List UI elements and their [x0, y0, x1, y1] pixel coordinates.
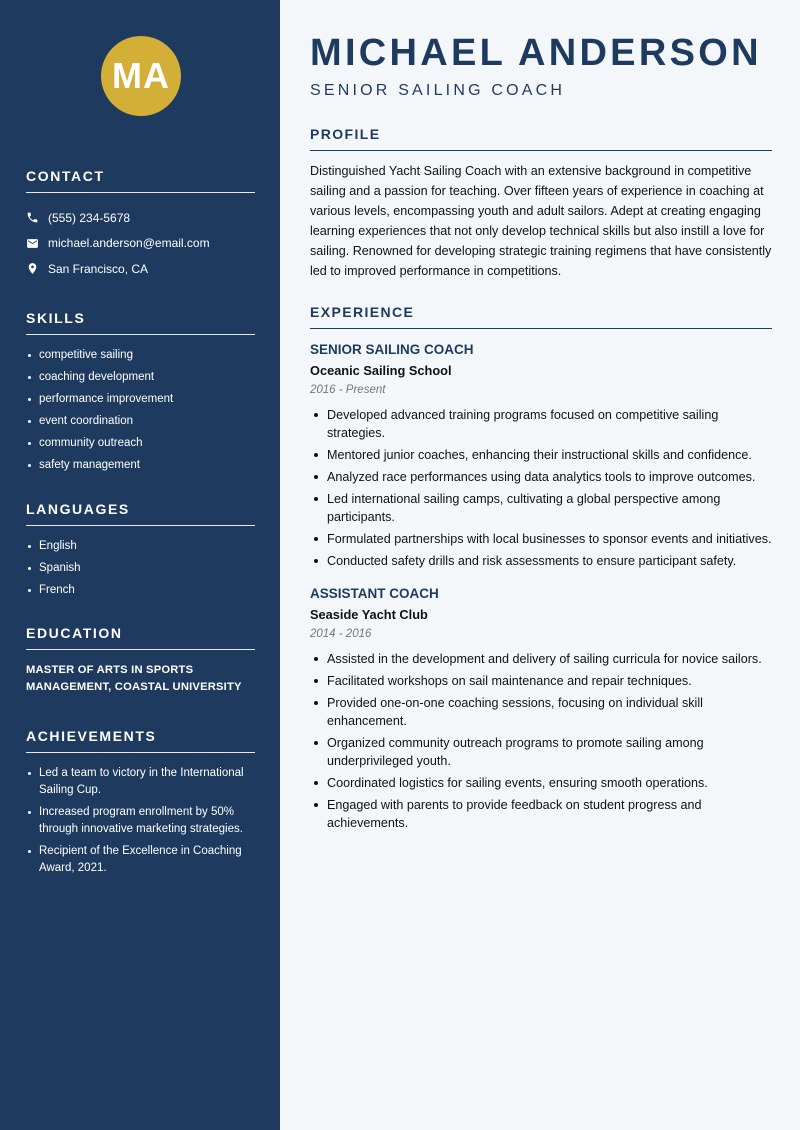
profile-heading: PROFILE: [310, 126, 772, 151]
languages-list: [26, 538, 255, 599]
contact-section: [26, 168, 255, 282]
job-bullet: Conducted safety drills and risk assessments to ensure participant safety.: [310, 552, 772, 570]
skill-item: safety management: [26, 457, 255, 474]
contact-email-text: michael.anderson@email.com: [48, 236, 210, 251]
contact-heading: CONTACT: [26, 168, 255, 193]
skill-item: community outreach: [26, 435, 255, 452]
job-bullet: Engaged with parents to provide feedback on student progress and achievements.: [310, 796, 772, 832]
job-bullets: [310, 406, 772, 570]
contact-email: [26, 231, 255, 257]
profile-text: Distinguished Yacht Sailing Coach with an extensive background in competitive sailing and a passion for teaching. Over fifteen years of experience in coaching at various levels, encompassing youth and adult sailors. Adept at creating engaging learning experiences that not only develop technical skills but also instill a love for sailing. Renowned for developing strategic training regimens that have consistently led to improved performance in competitions.: [310, 164, 772, 278]
job-entry: [310, 342, 772, 570]
job-bullet: Provided one-on-one coaching sessions, focusing on individual skill enhancement.: [310, 694, 772, 730]
skill-item: event coordination: [26, 413, 255, 430]
avatar: MA: [101, 36, 181, 116]
skill-item: coaching development: [26, 369, 255, 386]
languages-section: [26, 501, 255, 599]
languages-heading: LANGUAGES: [26, 501, 255, 526]
sidebar: [0, 0, 280, 1130]
location-pin-icon: [26, 262, 39, 275]
language-item: French: [26, 582, 255, 599]
job-bullet: Organized community outreach programs to promote sailing among underprivileged youth.: [310, 734, 772, 770]
education-degree: MASTER OF ARTS IN SPORTS MANAGEMENT, COASTAL UNIVERSITY: [26, 663, 242, 693]
job-title-header: SENIOR SAILING COACH: [310, 82, 566, 99]
job-dates: 2016 - Present: [310, 384, 386, 396]
language-item: Spanish: [26, 560, 255, 577]
contact-phone: [26, 205, 255, 231]
achievement-item: Led a team to victory in the International Sailing Cup.: [26, 765, 255, 799]
company-name: Seaside Yacht Club: [310, 607, 428, 622]
job-bullets: [310, 650, 772, 832]
main-content: [310, 30, 772, 836]
language-item: English: [26, 538, 255, 555]
contact-location-text: San Francisco, CA: [48, 261, 149, 276]
skill-item: performance improvement: [26, 391, 255, 408]
experience-heading: EXPERIENCE: [310, 304, 772, 329]
person-name: MICHAEL ANDERSON: [310, 32, 762, 74]
education-heading: EDUCATION: [26, 625, 255, 650]
company-name: Oceanic Sailing School: [310, 363, 452, 378]
achievements-section: [26, 728, 255, 877]
job-title: SENIOR SAILING COACH: [310, 342, 474, 357]
skills-list: [26, 347, 255, 474]
job-bullet: Facilitated workshops on sail maintenance and repair techniques.: [310, 672, 772, 690]
job-bullet: Analyzed race performances using data analytics tools to improve outcomes.: [310, 468, 772, 486]
contact-phone-text: (555) 234-5678: [48, 210, 131, 225]
job-dates: 2014 - 2016: [310, 628, 372, 640]
skills-heading: SKILLS: [26, 310, 255, 335]
job-entry: [310, 586, 772, 832]
education-section: [26, 625, 255, 696]
achievements-list: [26, 765, 255, 877]
skills-section: [26, 310, 255, 474]
email-icon: [26, 237, 39, 250]
achievement-item: Increased program enrollment by 50% through innovative marketing strategies.: [26, 804, 255, 838]
job-bullet: Formulated partnerships with local businesses to sponsor events and initiatives.: [310, 530, 772, 548]
contact-location: [26, 256, 255, 282]
job-bullet: Led international sailing camps, cultivating a global perspective among participants.: [310, 490, 772, 526]
phone-icon: [26, 211, 39, 224]
skill-item: competitive sailing: [26, 347, 255, 364]
job-bullet: Coordinated logistics for sailing events, ensuring smooth operations.: [310, 774, 772, 792]
profile-section: [310, 126, 772, 281]
job-bullet: Mentored junior coaches, enhancing their instructional skills and confidence.: [310, 446, 772, 464]
job-bullet: Assisted in the development and delivery of sailing curricula for novice sailors.: [310, 650, 772, 668]
job-bullet: Developed advanced training programs focused on competitive sailing strategies.: [310, 406, 772, 442]
job-title: ASSISTANT COACH: [310, 586, 439, 601]
achievement-item: Recipient of the Excellence in Coaching Award, 2021.: [26, 843, 255, 877]
experience-section: [310, 304, 772, 832]
achievements-heading: ACHIEVEMENTS: [26, 728, 255, 753]
